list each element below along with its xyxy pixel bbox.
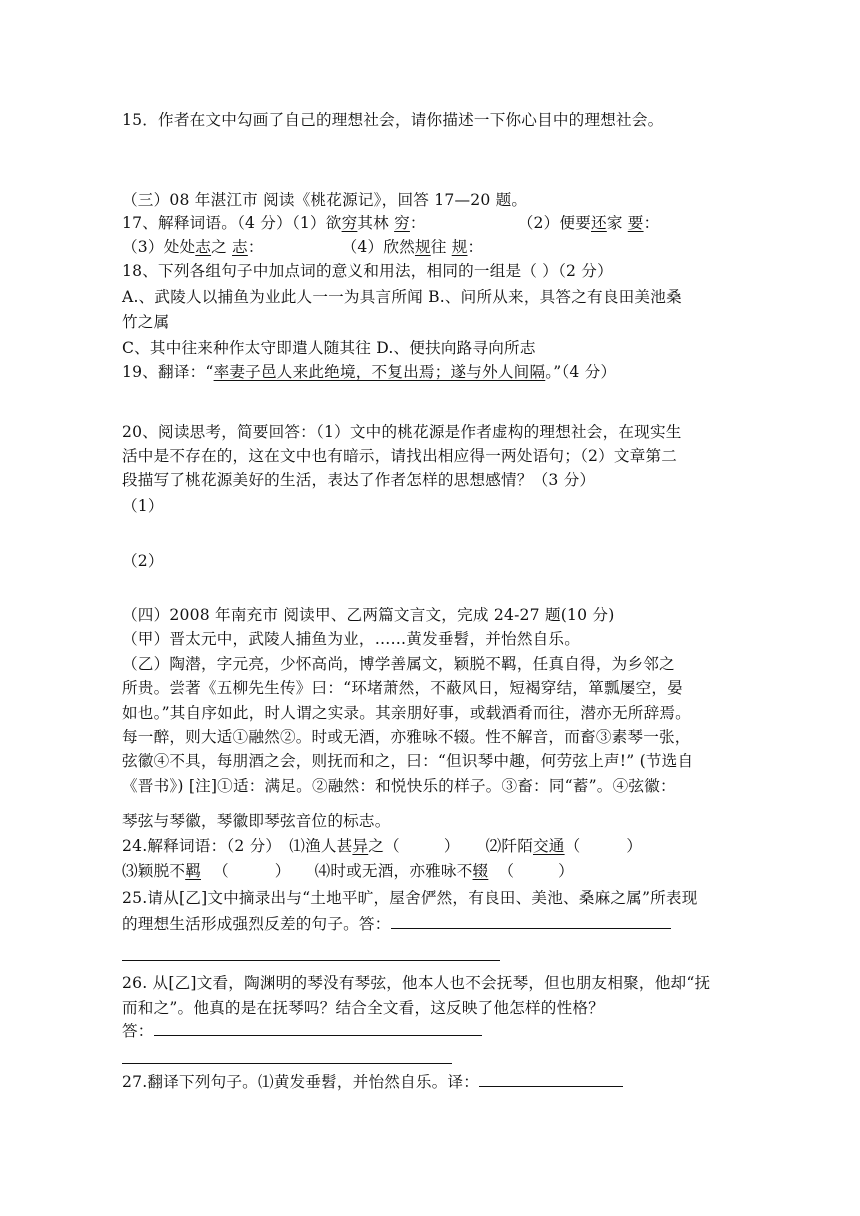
- question-20-answer-2: （2）: [122, 552, 164, 570]
- question-15: 15．作者在文中勾画了自己的理想社会，请你描述一下你心目中的理想社会。: [122, 111, 664, 129]
- question-18-option-c-d: C、其中往来种作太守即遣人随其往 D.、便扶向路寻向所志: [122, 339, 536, 357]
- q17-word-1-target: 穷: [394, 214, 410, 232]
- passage-yi-line-3: 如也。”其自序如此，时人谓之实录。其亲朋好事，或载酒肴而往，潜亦无所辞焉。: [122, 704, 691, 722]
- question-27: [122, 1072, 623, 1092]
- q17-word-4-target: 规: [451, 238, 468, 256]
- q17-mid-2: 家: [606, 214, 628, 232]
- q24-item-4-text: ⑷时或无酒，亦雅咏不: [314, 862, 473, 880]
- q17-colon-4: ：: [467, 238, 484, 256]
- question-17: [122, 213, 659, 233]
- q24-item-1-close: ）: [443, 837, 460, 855]
- question-18-option-b-cont: 竹之属: [122, 313, 170, 331]
- q24-item-3-word: 羁: [185, 862, 201, 880]
- passage-jia: （甲）晋太元中，武陵人捕鱼为业，……黄发垂髫，并怡然自乐。: [122, 630, 581, 648]
- question-20-line-3: 段描写了桃花源美好的生活，表达了作者怎样的思想感情？（3 分）: [122, 471, 596, 489]
- q17-mid-4: 往: [430, 238, 452, 256]
- question-17-line-2: [122, 237, 483, 257]
- q17-word-2-target: 要: [627, 214, 644, 232]
- q19-sentence: 率妻子邑人来此绝境，不复出焉；遂与外人间隔: [213, 363, 546, 381]
- question-25-line-2: [122, 914, 671, 934]
- passage-yi-line-5: 弦徽④不具，每朋酒之会，则抚而和之，曰：“但识琴中趣，何劳弦上声!” (节选自: [122, 752, 694, 770]
- q25-answer-blank[interactable]: [391, 914, 671, 929]
- q24-item-4-word: 辍: [472, 862, 489, 880]
- question-20-answer-1: （1）: [122, 497, 164, 515]
- q24-item-2-text: ⑵阡陌: [485, 837, 533, 855]
- q26-answer-blank[interactable]: [154, 1021, 482, 1036]
- q26-answer-label: 答：: [122, 1022, 154, 1040]
- passage-yi-line-4: 每一醉，则大适①融然②。时或无酒，亦雅咏不辍。性不解音，而畜③素琴一张，: [122, 728, 691, 746]
- question-24-line-2: [122, 861, 574, 881]
- q24-title: 24.解释词语：（2 分）: [122, 837, 282, 855]
- passage-yi-line-2: 所贵。尝著《五柳先生传》曰：“环堵萧然，不蔽风日，短褐穿结，箪瓢屡空，晏: [122, 679, 683, 697]
- q17-word-3: 志: [195, 238, 212, 256]
- q17-word-4: 规: [414, 238, 431, 256]
- q19-suffix: 。”（4 分）: [545, 363, 617, 381]
- q25-text: 的理想生活形成强烈反差的句子。答：: [122, 915, 391, 933]
- q24-item-3-close: ）: [274, 862, 291, 880]
- q17-colon-3: ：: [247, 238, 264, 256]
- question-25-line-1: 25.请从[乙]文中摘录出与“土地平旷，屋舍俨然，有良田、美池、桑麻之属”所表现: [122, 889, 698, 907]
- question-18: 18、下列各组句子中加点词的意义和用法，相同的一组是（ ）（2 分）: [122, 262, 613, 280]
- q17-colon-2: ：: [643, 214, 660, 232]
- q19-prefix: 19、翻译：“: [122, 363, 214, 381]
- question-20-line-2: 活中是不存在的，这在文中也有暗示，请找出相应得一两处语句；（2）文章第二: [122, 447, 678, 465]
- q17-part-2: （2）便要: [517, 214, 592, 232]
- q24-item-2-close: ）: [626, 837, 643, 855]
- question-20-line-1: 20、阅读思考，简要回答：（1）文中的桃花源是作者虚构的理想社会，在现实生: [122, 423, 682, 441]
- q17-mid-1: 其林: [357, 214, 395, 232]
- question-26-answer: [122, 1021, 482, 1041]
- q17-part-4: （4）欣然: [341, 238, 415, 256]
- q24-item-3-open: （: [212, 862, 229, 880]
- q17-word-2: 还: [591, 214, 607, 232]
- passage-yi-line-6: 《晋书》) [注]①适：满足。②融然：和悦快乐的样子。③畜：同“蓄”。④弦徽：: [122, 777, 676, 795]
- question-19: [122, 362, 616, 382]
- q24-item-4-close: ）: [558, 862, 574, 880]
- passage-yi-line-7: 琴弦与琴徽，琴徽即琴弦音位的标志。: [122, 812, 391, 830]
- question-26-line-1: 26. 从[乙]文看，陶渊明的琴没有琴弦，他本人也不会抚琴，但也朋友相聚，他却“抚: [122, 974, 711, 992]
- q24-item-1-text: ⑴渔人甚: [289, 837, 353, 855]
- q27-answer-blank[interactable]: [479, 1072, 623, 1087]
- question-24: [122, 836, 642, 856]
- q24-item-4-open: （: [498, 862, 515, 880]
- q17-prefix: 17、解释词语。（4 分）（1）欲: [122, 214, 342, 232]
- question-18-option-a-b: A.、武陵人以捕鱼为业此人一一为具言所闻 B.、问所从来，具答之有良田美池桑: [122, 288, 682, 306]
- q17-word-1: 穷: [341, 214, 358, 232]
- q17-mid-3: 之: [211, 238, 233, 256]
- q24-item-2-word: 交通: [533, 837, 565, 855]
- q17-word-3-target: 志: [232, 238, 248, 256]
- q25-answer-line-2[interactable]: [122, 960, 500, 961]
- q17-colon-1: ：: [409, 214, 426, 232]
- q24-item-2-open: （: [564, 837, 581, 855]
- question-26-line-2: 而和之”。他真的是在抚琴吗？结合全文看，这反映了他怎样的性格？: [122, 999, 604, 1017]
- passage-yi-line-1: （乙）陶潜，字元亮，少怀高尚，博学善属文，颖脱不羁，任真自得，为乡邻之: [122, 655, 675, 673]
- section-4-header: （四）2008 年南充市 阅读甲、乙两篇文言文，完成 24-27 题(10 分): [122, 606, 615, 624]
- q26-answer-line-2[interactable]: [122, 1063, 452, 1064]
- q24-item-1-open: 之（: [368, 837, 400, 855]
- section-3-header: （三）08 年湛江市 阅读《桃花源记》，回答 17—20 题。: [122, 191, 528, 209]
- q24-item-3-text: ⑶颖脱不: [122, 862, 186, 880]
- q24-item-1-word: 异: [352, 837, 369, 855]
- q27-text: 27.翻译下列句子。⑴黄发垂髫，并怡然自乐。译：: [122, 1073, 480, 1091]
- q17-part-3: （3）处处: [122, 238, 196, 256]
